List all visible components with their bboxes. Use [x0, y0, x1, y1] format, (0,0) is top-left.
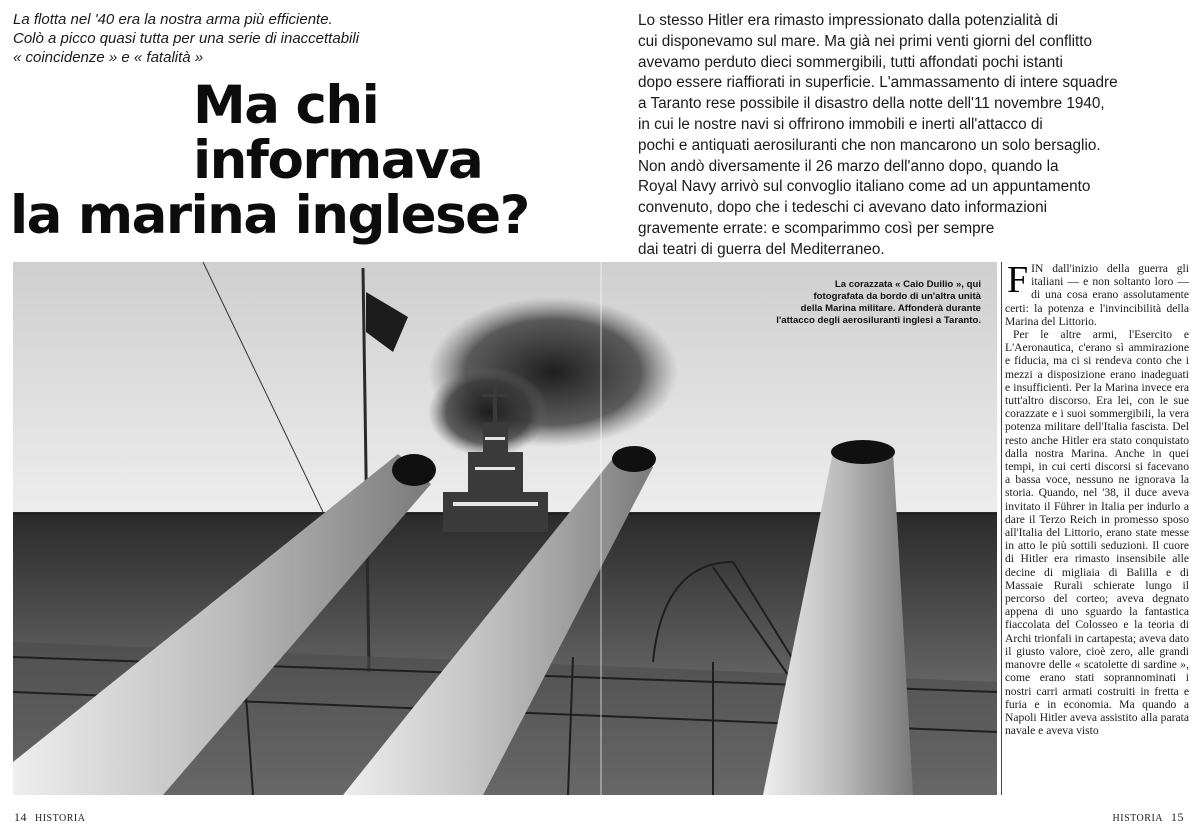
- folio-left: [14, 810, 85, 825]
- intro-line: dai teatri di guerra del Mediterraneo.: [638, 240, 885, 258]
- intro-line: in cui le nostre navi si offrirono immobili e inerti all'attacco di: [638, 115, 1043, 133]
- kicker-line: La flotta nel '40 era la nostra arma più efficiente.: [13, 11, 333, 28]
- intro-line: Lo stesso Hitler era rimasto impressionato dalla potenzialità di: [638, 12, 1059, 29]
- intro-line: cui disponevamo sul mare. Ma già nei primi venti giorni del conflitto: [638, 32, 1093, 50]
- drop-cap: F: [1007, 262, 1029, 301]
- headline-line: informava: [193, 130, 483, 191]
- intro-text: [638, 11, 1190, 261]
- intro-line: pochi e antiquati aerosiluranti che non mancarono un solo bersaglio.: [638, 136, 1101, 154]
- headline: [10, 75, 590, 246]
- intro-line: gravemente errate: e scomparimmo così per sempre: [638, 219, 995, 237]
- article-body: [1005, 262, 1189, 795]
- caption-line: della Marina militare. Affonderà durante: [800, 303, 981, 314]
- kicker: [13, 10, 453, 67]
- intro-line: convenuto, dopo che i tedeschi ci avevano dato informazioni: [638, 199, 1048, 217]
- intro-line: Non andò diversamente il 26 marzo dell'anno dopo, quando la: [638, 157, 1059, 175]
- article-paragraph: IN dall'inizio della guerra gli italiani — e non soltanto loro — di una cosa erano assolutamente certi: la potenza e l'invincibilità della Marina del Littorio.: [1005, 262, 1189, 328]
- intro-line: Royal Navy arrivò sul convoglio italiano come ad un appuntamento: [638, 178, 1091, 196]
- kicker-line: Colò a picco quasi tutta per una serie di inaccettabili: [13, 30, 360, 47]
- intro-line: avevamo perduto dieci sommergibili, tutti affondati pochi istanti: [638, 53, 1063, 71]
- caption-line: fotografata da bordo di un'altra unità: [813, 291, 981, 302]
- caption-line: l'attacco degli aerosiluranti inglesi a Taranto.: [776, 315, 981, 326]
- battleship-photo: [13, 262, 997, 795]
- page-number: 14: [14, 810, 27, 824]
- intro-line: a Taranto rese possibile il disastro della notte dell'11 novembre 1940,: [638, 95, 1105, 113]
- caption-line: La corazzata « Caio Duilio », qui: [834, 279, 981, 290]
- article-paragraph: Per le altre armi, l'Esercito e L'Aeronautica, c'erano sì ammirazione e fiducia, ma ci si rendeva conto che i mezzi a disposizione erano inadeguati e insufficienti. Per la Marina invece era tutt'altro discorso. Era lei, con le sue corazzate e i suoi sommergibili, la vera potenza militare dell'Italia fascista. Del resto anche Hitler era stato conquistato dalla nostra Marina. Anche in quei tempi, in cui certi discorsi si facevano a bassa voce, nessuno ne ignorava la storia. Quando, nel '38, il duce aveva invitato il Führer in Italia per indurlo a dare il Terzo Reich in promesso sposo all'Italia del Littorio, erano state messe in atto le più sottili seduzioni. Il cuore di Hitler era rimasto insensibile alle decine di migliaia di Balilla e di Massaie Rurali schierate lungo il percorso del corteo; aveva degnato appena di uno sguardo la fantastica fiaccolata del Colosseo e la teoria di Archi trionfali in cartapesta; aveva dato il giusto valore, cioè zero, alle grandi manovre delle « scatolette di sardine », come erano stati soprannominati i nostri carri armati costruiti in fretta e furia e in economia. Ma quando a Napoli Hitler aveva assistito alla parata navale e aveva visto: [1005, 328, 1189, 738]
- column-rule: [1001, 262, 1002, 795]
- magazine-name: HISTORIA: [1112, 813, 1163, 824]
- magazine-name: HISTORIA: [35, 813, 86, 824]
- headline-line: la marina inglese?: [10, 185, 529, 246]
- photo-caption: [725, 279, 981, 327]
- page-number: 15: [1171, 810, 1184, 824]
- intro-line: dopo essere riaffiorati in superficie. L'ammassamento di intere squadre: [638, 74, 1118, 92]
- headline-line: Ma chi: [193, 75, 379, 136]
- folio-right: [1113, 810, 1184, 825]
- kicker-line: « coincidenze » e « fatalità »: [13, 49, 204, 66]
